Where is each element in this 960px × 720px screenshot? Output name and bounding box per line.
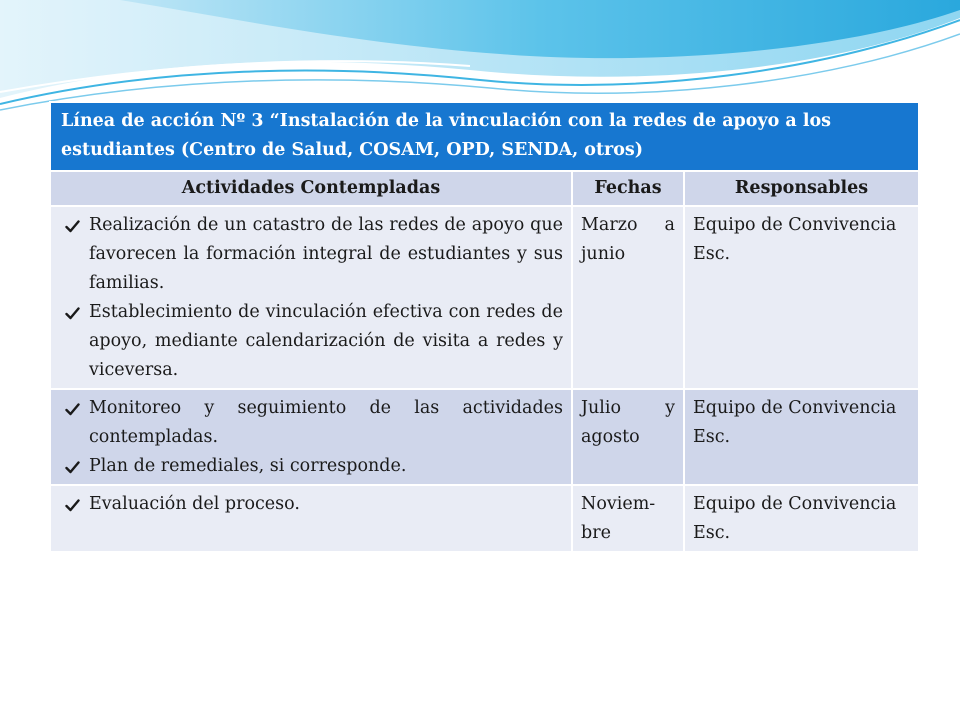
table-title: Línea de acción Nº 3 “Instalación de la vinculación con la redes de apoyo a los estudiantes (Centro de Salud, COSAM, OPD, SENDA, otros): [50, 102, 919, 171]
date-line: Noviem-: [581, 494, 656, 514]
responsible-cell: Equipo de Convivencia Esc.: [684, 206, 919, 389]
activity-text: Monitoreo y seguimiento de las actividades contempladas.: [89, 398, 563, 447]
activity-list: [59, 211, 563, 385]
date-cell: [572, 485, 684, 552]
date-line: bre: [581, 523, 611, 543]
responsible-cell: Equipo de Convivencia Esc.: [684, 485, 919, 552]
activities-cell: [50, 389, 572, 485]
checkmark-icon: [65, 211, 81, 240]
table-header-row: [50, 171, 919, 206]
list-item: [59, 298, 563, 385]
checkmark-icon: [65, 298, 81, 327]
activities-cell: [50, 206, 572, 389]
activity-list: [59, 490, 563, 519]
action-line-table: [49, 101, 920, 553]
activities-cell: [50, 485, 572, 552]
activity-text: Realización de un catastro de las redes de apoyo que favorecen la formación integral de estudiantes y sus familias.: [89, 215, 563, 293]
checkmark-icon: [65, 394, 81, 423]
date-cell: [572, 206, 684, 389]
date-line: Marzo a: [581, 215, 675, 235]
table-row: [50, 485, 919, 552]
activity-text: Establecimiento de vinculación efectiva con redes de apoyo, mediante calendarización de visita a redes y viceversa.: [89, 302, 563, 380]
column-header-activities: Actividades Contempladas: [50, 171, 572, 206]
list-item: [59, 394, 563, 452]
date-line: junio: [581, 244, 626, 264]
list-item: [59, 490, 563, 519]
table-row: [50, 206, 919, 389]
checkmark-icon: [65, 490, 81, 519]
activity-text: Plan de remediales, si corresponde.: [89, 456, 407, 476]
list-item: [59, 452, 563, 481]
column-header-dates: Fechas: [572, 171, 684, 206]
checkmark-icon: [65, 452, 81, 481]
responsible-cell: Equipo de Convivencia Esc.: [684, 389, 919, 485]
table-row: [50, 389, 919, 485]
activity-text: Evaluación del proceso.: [89, 494, 300, 514]
activity-list: [59, 394, 563, 481]
date-cell: [572, 389, 684, 485]
column-header-responsibles: Responsables: [684, 171, 919, 206]
date-line: Julio y: [581, 398, 675, 418]
list-item: [59, 211, 563, 298]
date-line: agosto: [581, 427, 640, 447]
